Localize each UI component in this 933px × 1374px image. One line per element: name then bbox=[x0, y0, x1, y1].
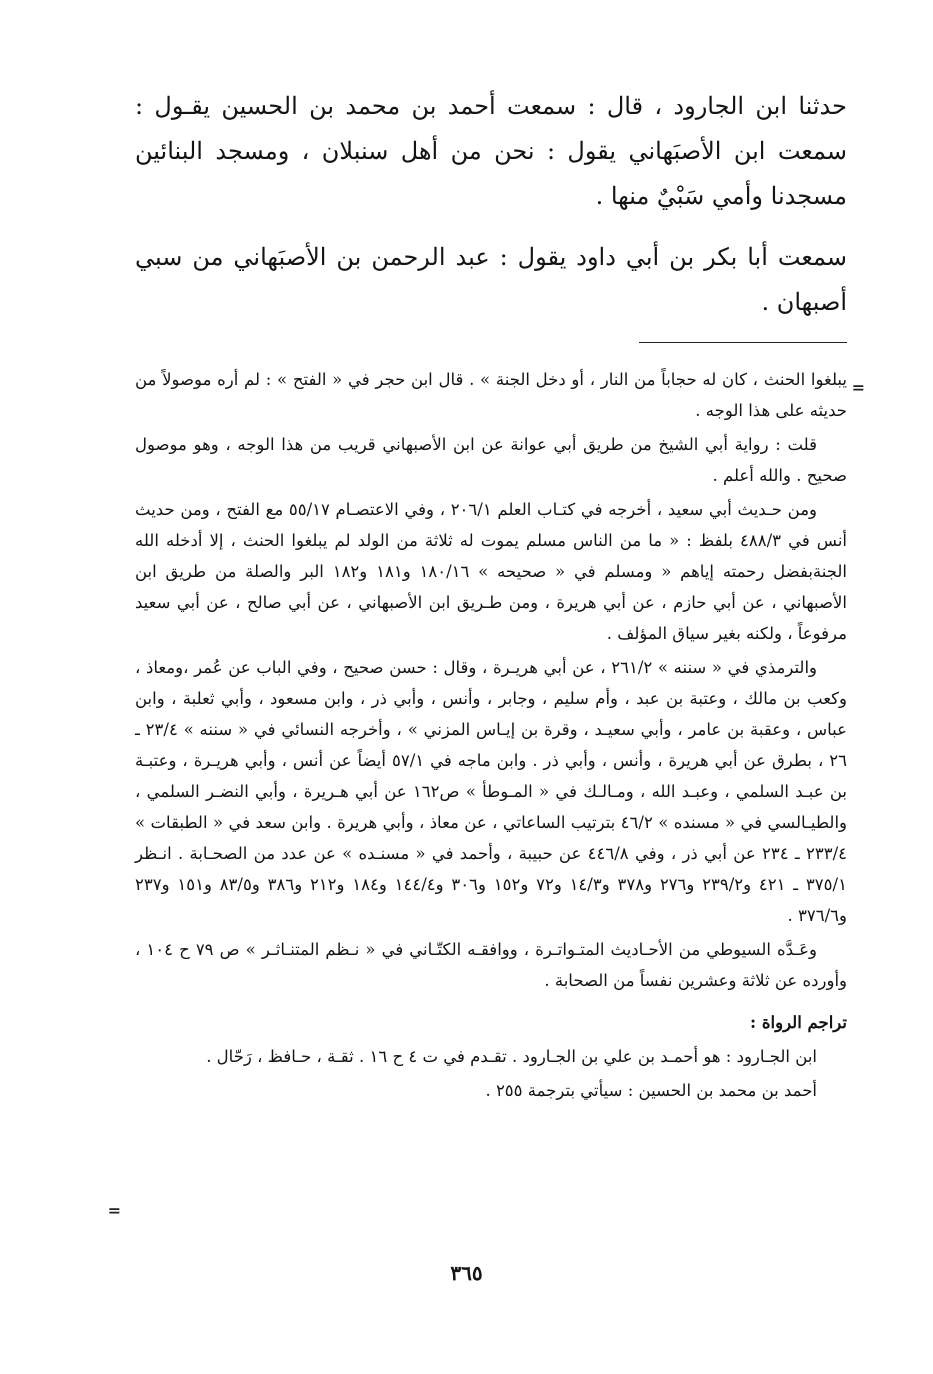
footnote-paragraph-3: ومن حـديث أبي سعيد ، أخرجه في كتـاب العلم ٢٠٦/١ ، وفي الاعتصـام ٥٥/١٧ مع الفتح ، ومن حديث أنس في ٤٨٨/٣ بلفظ : « ما من الناس مسلم يموت له ثلاثة من الولد لم يبلغوا الحنث ، إلا أدخله الله الجنةبفضل رحمته إياهم « ومسلم في « صحيحه » ١٨٠/١٦ و١٨١ و١٨٢ البر والصلة من طريق ابن الأصبهاني ، عن أبي حازم ، عن أبي هريرة ، ومن طـريق ابن الأصبهاني ، عن أبي صالح ، عن أبي سعيد مرفوعاً ، ولكنه بغير سياق المؤلف . bbox=[135, 500, 847, 643]
footnote-divider bbox=[639, 342, 847, 343]
continuation-mark-top: = bbox=[851, 378, 865, 397]
narrators-section-title: تراجم الرواة : bbox=[750, 1013, 847, 1032]
narrator-bio-2: أحمد بن محمد بن الحسين : سيأتي بترجمة ٢٥٥ . bbox=[485, 1081, 817, 1100]
footnote-paragraph-4: والترمذي في « سننه » ٢٦١/٢ ، عن أبي هريـرة ، وقال : حسن صحيح ، وفي الباب عن عُمر ،ومعاذ ، وكعب بن مالك ، وعتبة بن عبد ، وأم سليم ، وجابر ، وأنس ، وأبي ذر ، وابن مسعود ، وأبي ثعلبة ، وابن عباس ، وعقبة بن عامر ، وأبي سعيـد ، وقرة بن إيـاس المزني » ، وأخرجه النسائي في « سننه » ٢٣/٤ ـ ٢٦ ، بطرق عن أبي هريرة ، وأنس ، وأبي ذر . وابن ماجه في ٥٧/١ أيضاً عن أنس ، وأبي هريـرة ، وعتبـة بن عبـد السلمي ، وعبـد الله ، ومـالـك في « المـوطأ » ص١٦٢ عن أبي هـريرة ، وأبي النضـر السلمي ، والطيـالسي في « مسنده » ٤٦/٢ بترتيب الساعاتي ، عن معاذ ، وأبي هريرة . وابن سعد في « الطبقات » ٢٣٣/٤ ـ ٢٣٤ عن أبي ذر ، وفي ٤٤٦/٨ عن حبيبة ، وأحمد في « مسنـده » عن عدد من الصحـابة . انـظر ٣٧٥/١ ـ ٤٢١ و٢٣٩/٢ و٢٧٦ و٣٧٨ و١٤/٣ و٧٢ و١٥٢ و٣٠٦ و١٤٤/٤ و١٨٤ و٢١٢ و٣٨٦ و٨٣/٥ و١٥١ و٢٣٧ و٣٧٦/٦ . bbox=[135, 658, 848, 925]
main-paragraph-1: حدثنا ابن الجارود ، قال : سمعت أحمد بن محمد بن الحسين يقـول : سمعت ابن الأصبَهاني يقول : نحن من أهل سنبلان ، ومسجد البنائين مسجدنا وأمي سَبْيٌ منها . bbox=[135, 92, 847, 210]
footnote-paragraph-2: قلت : رواية أبي الشيخ من طريق أبي عوانة عن ابن الأصبهاني قريب من هذا الوجه ، وهو موصول صحيح . والله أعلم . bbox=[135, 435, 847, 485]
footnote-paragraph-1: يبلغوا الحنث ، كان له حجاباً من النار ، أو دخل الجنة » . قال ابن حجر في « الفتح » : لم أره موصولاً من حديثه على هذا الوجه . bbox=[135, 370, 847, 420]
page-number: ٣٦٥ bbox=[450, 1261, 483, 1285]
continuation-mark-bottom: = bbox=[107, 1201, 121, 1220]
main-paragraph-2: سمعت أبا بكر بن أبي داود يقول : عبد الرحمن بن الأصبَهاني من سبي أصبهان . bbox=[135, 243, 847, 316]
narrator-bio-1: ابن الجـارود : هو أحمـد بن علي بن الجـارود . تقـدم في ت ٤ ح ١٦ . ثقـة ، حـافظ ، رَحّال . bbox=[206, 1047, 817, 1066]
main-text bbox=[135, 84, 847, 341]
footnotes bbox=[135, 364, 847, 1109]
footnote-paragraph-5: وعَـدَّه السيوطي من الأحـاديث المتـواتـرة ، ووافقـه الكتّـاني في « نـظم المتنـاثـر » ص ٧٩ ح ١٠٤ ، وأورده عن ثلاثة وعشرين نفساً من الصحابة . bbox=[135, 940, 847, 990]
